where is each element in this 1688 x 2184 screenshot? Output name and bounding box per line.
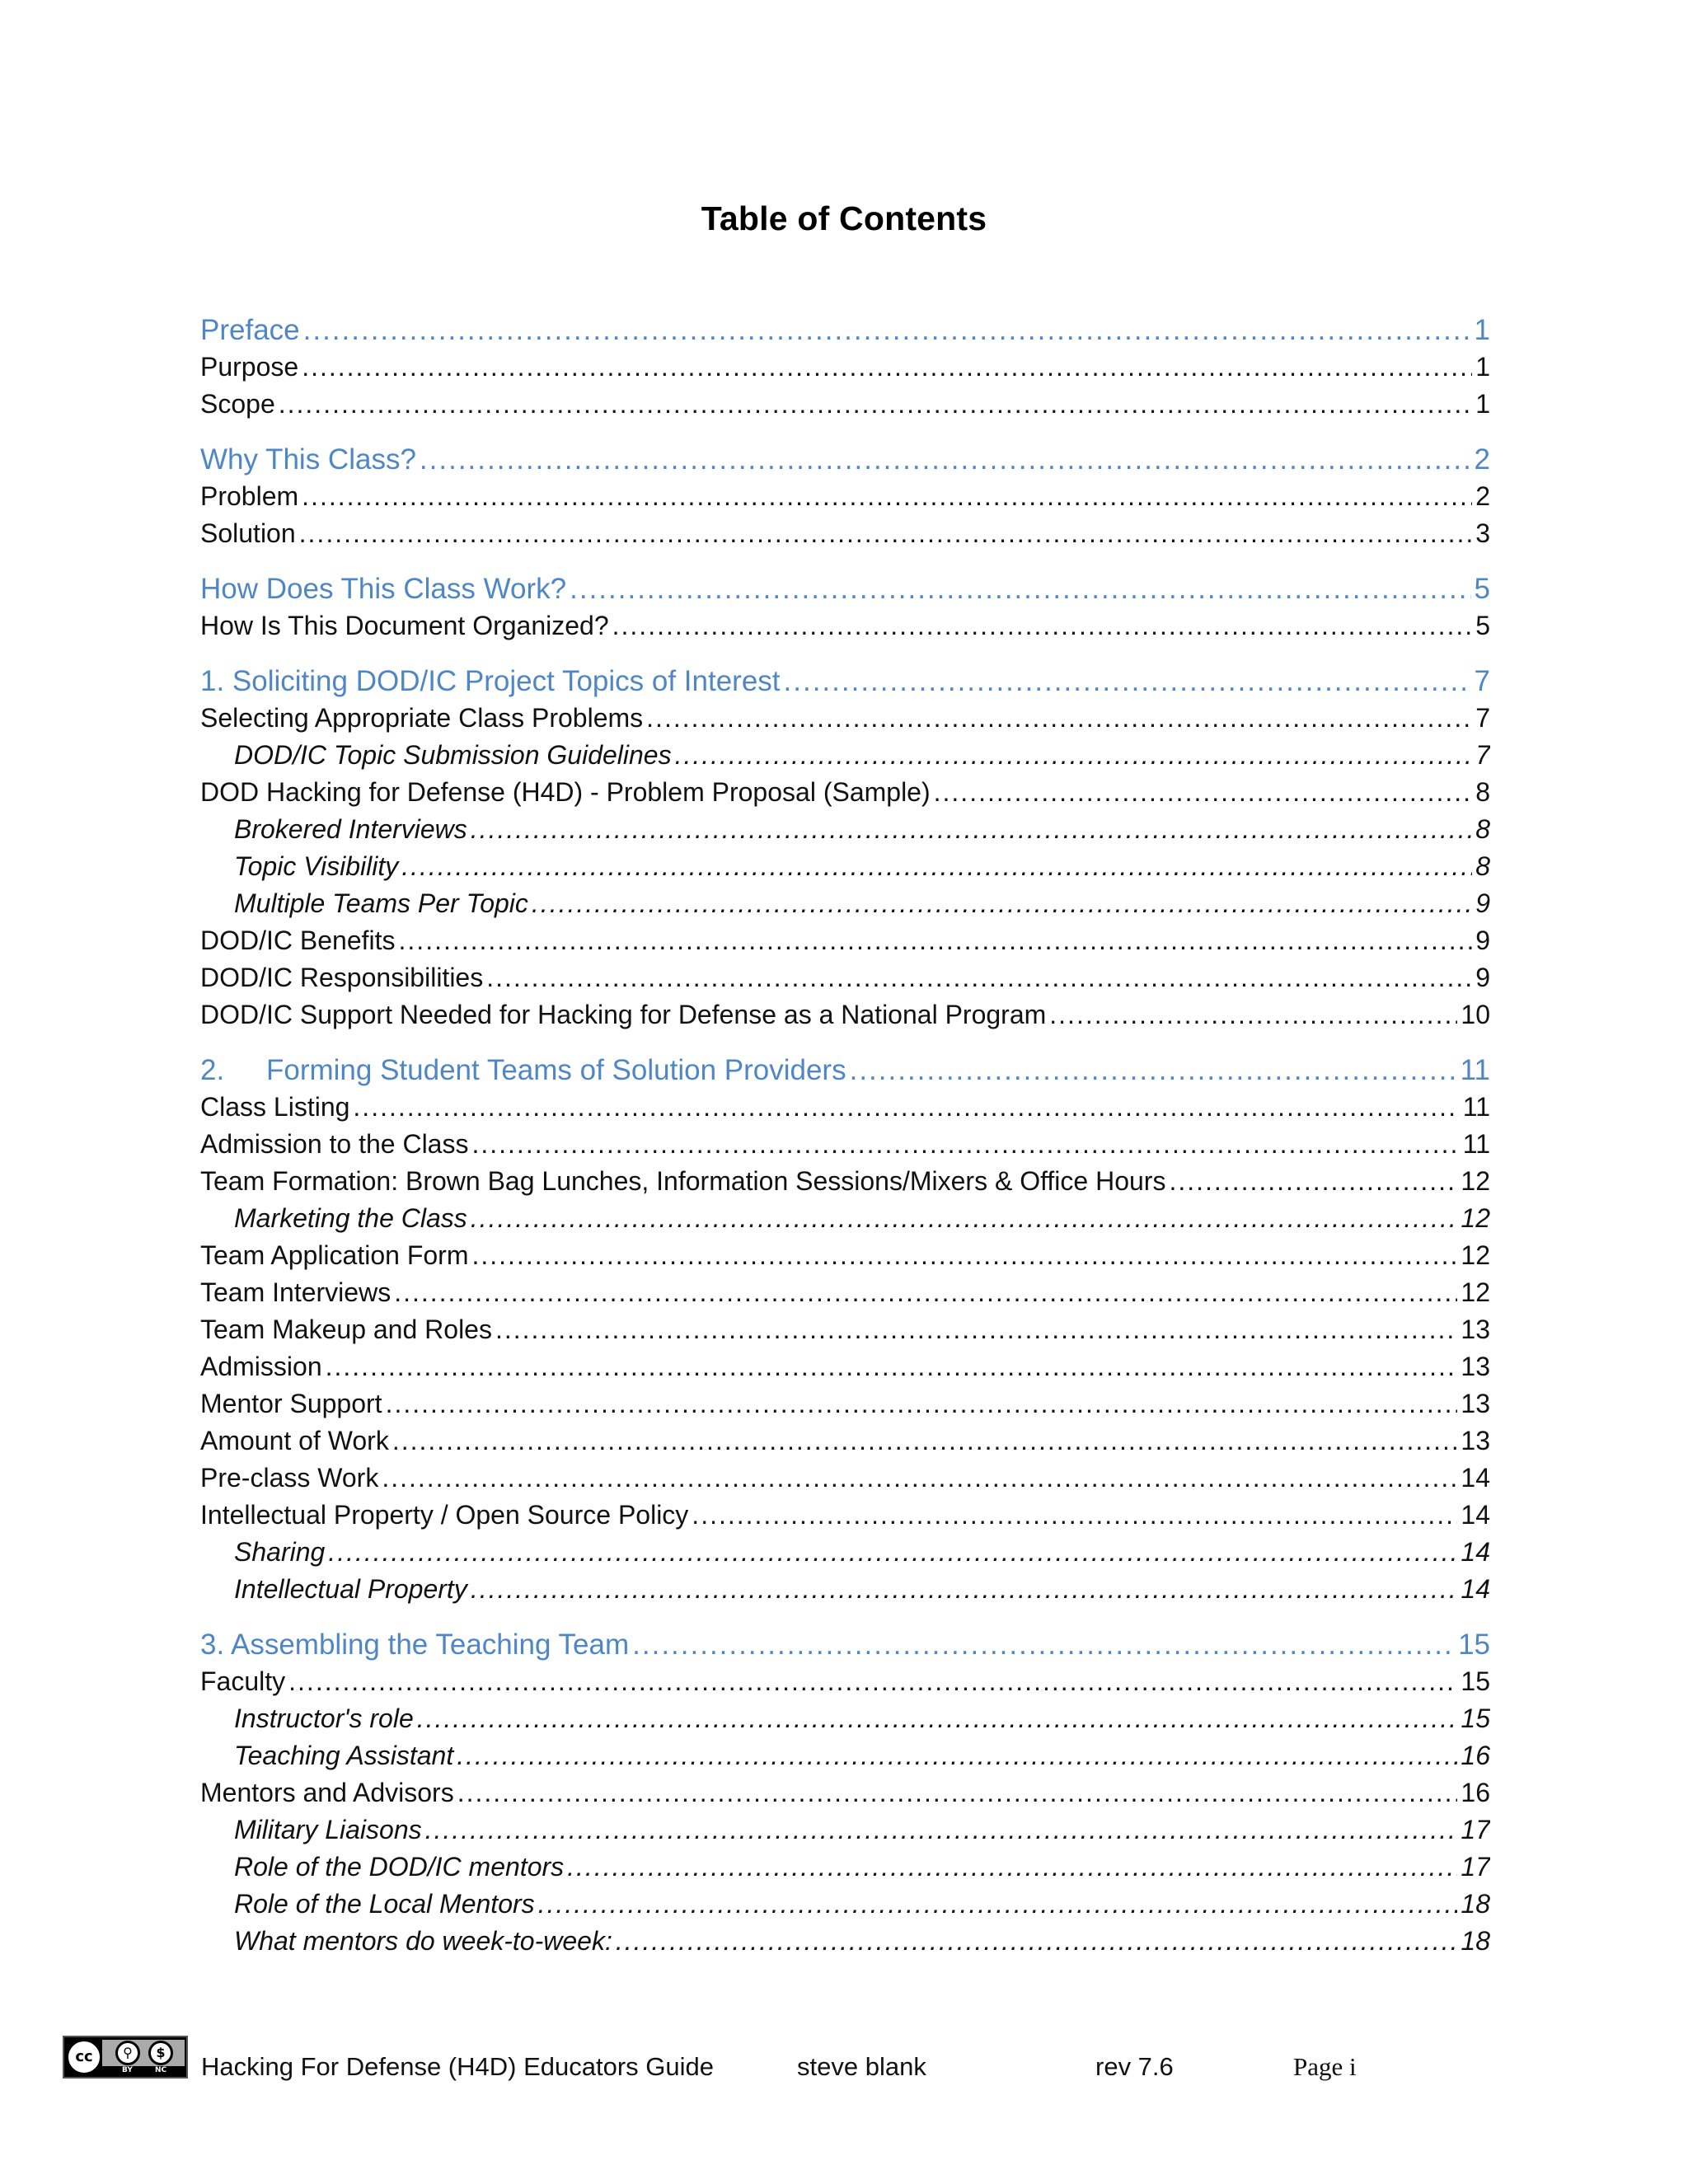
toc-entry[interactable] <box>200 1460 1490 1497</box>
toc-entry-label: Intellectual Property / Open Source Policy <box>200 1500 689 1530</box>
toc-entry[interactable] <box>200 700 1490 737</box>
toc-entry[interactable] <box>200 922 1490 959</box>
toc-entry-page: 8 <box>1475 851 1490 881</box>
toc-entry[interactable] <box>200 811 1490 848</box>
toc-entry-page: 11 <box>1462 1129 1490 1159</box>
toc-entry-label: Amount of Work <box>200 1426 389 1455</box>
table-of-contents <box>200 312 1490 1960</box>
toc-entry[interactable] <box>200 885 1490 922</box>
toc-entry-page: 8 <box>1475 777 1490 807</box>
toc-entry-label: Admission to the Class <box>200 1129 469 1159</box>
toc-entry[interactable] <box>200 607 1490 644</box>
toc-dot-leader <box>303 312 1471 349</box>
toc-entry-page: 18 <box>1461 1889 1490 1919</box>
footer-guide-title: Hacking For Defense (H4D) Educators Guide <box>201 2052 714 2081</box>
toc-dot-leader <box>279 386 1472 423</box>
toc-entry-label: Military Liaisons <box>234 1815 422 1844</box>
toc-dot-leader <box>1169 1163 1457 1200</box>
toc-entry-page: 1 <box>1474 314 1490 346</box>
toc-entry-label: Role of the Local Mentors <box>234 1889 535 1919</box>
toc-entry-page: 7 <box>1475 740 1490 770</box>
toc-entry-page: 5 <box>1475 611 1490 640</box>
nc-tag: NC <box>155 2066 167 2074</box>
toc-entry[interactable] <box>200 663 1490 700</box>
toc-entry-page: 2 <box>1474 443 1490 476</box>
toc-entry-label: Problem <box>200 481 299 511</box>
toc-entry-page: 14 <box>1461 1537 1490 1567</box>
toc-dot-leader <box>392 1422 1458 1460</box>
toc-dot-leader <box>495 1311 1457 1348</box>
toc-entry[interactable] <box>200 1811 1490 1849</box>
toc-entry-label: Mentors and Advisors <box>200 1778 454 1807</box>
toc-entry[interactable] <box>200 570 1490 607</box>
toc-dot-leader <box>486 959 1472 996</box>
toc-entry[interactable] <box>200 1311 1490 1348</box>
toc-entry-label: Sharing <box>234 1537 326 1567</box>
cc-license-badge <box>63 2036 188 2079</box>
toc-entry[interactable] <box>200 1923 1490 1960</box>
toc-entry-label: Scope <box>200 389 275 419</box>
toc-entry[interactable] <box>200 1052 1490 1089</box>
toc-entry-page: 9 <box>1475 888 1490 918</box>
toc-entry[interactable] <box>200 478 1490 515</box>
toc-dot-leader <box>302 349 1472 386</box>
toc-dot-leader <box>457 1774 1458 1811</box>
toc-entry-page: 13 <box>1461 1389 1490 1418</box>
toc-entry-label: Class Listing <box>200 1092 350 1122</box>
toc-dot-leader <box>420 441 1471 478</box>
toc-entry-page: 1 <box>1475 389 1490 419</box>
toc-entry-label: Preface <box>200 314 300 346</box>
toc-entry[interactable] <box>200 1626 1490 1663</box>
toc-entry-page: 12 <box>1461 1166 1490 1196</box>
toc-entry-label: Role of the DOD/IC mentors <box>234 1852 565 1882</box>
toc-dot-leader <box>288 1663 1457 1700</box>
toc-entry-page: 7 <box>1474 665 1490 697</box>
toc-entry[interactable] <box>200 1385 1490 1422</box>
toc-title: Table of Contents <box>701 199 987 237</box>
toc-entry-page: 13 <box>1461 1315 1490 1344</box>
toc-dot-leader <box>302 478 1472 515</box>
toc-entry-label: Team Interviews <box>200 1277 392 1307</box>
toc-entry[interactable] <box>200 959 1490 996</box>
toc-dot-leader <box>401 848 1472 885</box>
toc-dot-leader <box>399 922 1473 959</box>
toc-entry[interactable] <box>200 441 1490 478</box>
toc-entry[interactable] <box>200 774 1490 811</box>
toc-entry-page: 7 <box>1475 703 1490 733</box>
toc-entry-label: Mentor Support <box>200 1389 382 1418</box>
toc-entry[interactable] <box>200 1774 1490 1811</box>
toc-entry-number: 2. <box>200 1054 225 1086</box>
toc-entry-label: Intellectual Property <box>234 1574 467 1604</box>
toc-entry[interactable] <box>200 1274 1490 1311</box>
toc-entry-label: 3. Assembling the Teaching Team <box>200 1629 630 1661</box>
toc-entry-page: 13 <box>1461 1426 1490 1455</box>
footer-author: steve blank <box>797 2052 926 2081</box>
toc-entry[interactable] <box>200 996 1490 1033</box>
toc-entry-label: Purpose <box>200 352 299 382</box>
toc-entry-page: 17 <box>1461 1852 1490 1882</box>
toc-entry[interactable] <box>200 1497 1490 1534</box>
toc-entry[interactable] <box>200 1200 1490 1237</box>
toc-dot-leader <box>532 885 1472 922</box>
toc-entry-page: 15 <box>1461 1704 1490 1733</box>
toc-dot-leader <box>425 1811 1458 1849</box>
footer-page-number: Page i <box>1293 2052 1357 2081</box>
toc-entry[interactable] <box>200 1422 1490 1460</box>
toc-dot-leader <box>386 1385 1458 1422</box>
toc-entry-page: 15 <box>1461 1666 1490 1696</box>
toc-entry-label: Teaching Assistant <box>234 1741 454 1770</box>
toc-entry-page: 16 <box>1461 1778 1490 1807</box>
toc-entry-page: 14 <box>1461 1500 1490 1530</box>
toc-entry[interactable] <box>200 1737 1490 1774</box>
toc-entry[interactable] <box>200 1534 1490 1571</box>
toc-entry[interactable] <box>200 848 1490 885</box>
toc-entry[interactable] <box>200 1700 1490 1737</box>
toc-entry-label: 1. Soliciting DOD/IC Project Topics of Interest <box>200 665 781 697</box>
toc-entry-label: Marketing the Class <box>234 1203 467 1233</box>
toc-dot-leader <box>567 1849 1457 1886</box>
toc-entry-label: Brokered Interviews <box>234 814 467 844</box>
toc-entry-page: 11 <box>1460 1054 1490 1086</box>
toc-entry[interactable] <box>200 312 1490 349</box>
toc-entry-label: DOD/IC Responsibilities <box>200 963 484 992</box>
toc-entry[interactable] <box>200 1571 1490 1608</box>
toc-entry-label: DOD Hacking for Defense (H4D) - Problem Proposal (Sample) <box>200 777 931 807</box>
toc-entry-label: Team Makeup and Roles <box>200 1315 492 1344</box>
toc-entry-label: DOD/IC Support Needed for Hacking for Defense as a National Program <box>200 1000 1047 1029</box>
toc-entry-page: 13 <box>1461 1352 1490 1381</box>
toc-entry-page: 9 <box>1475 926 1490 955</box>
toc-entry[interactable] <box>200 737 1490 774</box>
toc-dot-leader <box>326 1348 1458 1385</box>
toc-entry-page: 5 <box>1474 573 1490 605</box>
toc-entry-label <box>200 1052 850 1089</box>
toc-dot-leader <box>353 1089 1459 1126</box>
toc-entry-page: 3 <box>1475 518 1490 548</box>
footer-revision: rev 7.6 <box>1095 2052 1174 2081</box>
toc-entry-page: 12 <box>1461 1240 1490 1270</box>
toc-entry[interactable] <box>200 1849 1490 1886</box>
toc-dot-leader <box>1049 996 1457 1033</box>
toc-entry[interactable] <box>200 1886 1490 1923</box>
toc-entry[interactable] <box>200 515 1490 552</box>
toc-entry-page: 8 <box>1475 814 1490 844</box>
toc-entry-label: Selecting Appropriate Class Problems <box>200 703 644 733</box>
toc-entry[interactable] <box>200 1237 1490 1274</box>
toc-entry-label: How Is This Document Organized? <box>200 611 609 640</box>
by-icon: ⚲ <box>115 2041 140 2065</box>
toc-dot-leader <box>538 1886 1458 1923</box>
toc-entry-label: Team Formation: Brown Bag Lunches, Information Sessions/Mixers & Office Hours <box>200 1166 1166 1196</box>
toc-entry-label: DOD/IC Topic Submission Guidelines <box>234 740 672 770</box>
toc-dot-leader <box>471 811 1472 848</box>
toc-dot-leader <box>612 607 1473 644</box>
toc-entry[interactable] <box>200 1089 1490 1126</box>
toc-dot-leader <box>328 1534 1457 1571</box>
toc-dot-leader <box>457 1737 1457 1774</box>
toc-entry-page: 17 <box>1461 1815 1490 1844</box>
toc-entry-label: Solution <box>200 518 296 548</box>
cc-icon: cc <box>66 2039 102 2075</box>
toc-dot-leader <box>675 737 1473 774</box>
toc-dot-leader <box>394 1274 1457 1311</box>
toc-entry[interactable] <box>200 1348 1490 1385</box>
toc-entry-page: 14 <box>1461 1574 1490 1604</box>
toc-entry-label: Faculty <box>200 1666 286 1696</box>
toc-entry-label: Why This Class? <box>200 443 416 476</box>
toc-entry[interactable] <box>200 1126 1490 1163</box>
toc-dot-leader <box>632 1626 1455 1663</box>
nc-icon: $ <box>148 2041 173 2065</box>
toc-entry-page: 1 <box>1475 352 1490 382</box>
toc-dot-leader <box>382 1460 1457 1497</box>
toc-entry-page: 12 <box>1461 1203 1490 1233</box>
toc-entry-label: Admission <box>200 1352 322 1381</box>
toc-entry-label: Topic Visibility <box>234 851 399 881</box>
toc-entry[interactable] <box>200 1163 1490 1200</box>
toc-entry-label: Pre-class Work <box>200 1463 379 1493</box>
toc-entry-page: 18 <box>1461 1926 1490 1956</box>
toc-dot-leader <box>471 1126 1459 1163</box>
toc-entry[interactable] <box>200 349 1490 386</box>
toc-entry-label: What mentors do week-to-week: <box>234 1926 612 1956</box>
toc-entry-page: 15 <box>1458 1629 1490 1661</box>
toc-entry-label: How Does This Class Work? <box>200 573 567 605</box>
toc-entry[interactable] <box>200 386 1490 423</box>
by-tag: BY <box>122 2066 133 2074</box>
toc-dot-leader <box>850 1052 1457 1089</box>
toc-entry-page: 9 <box>1475 963 1490 992</box>
toc-entry-label: Instructor's role <box>234 1704 414 1733</box>
page-footer <box>0 2045 1688 2093</box>
toc-dot-leader <box>299 515 1473 552</box>
toc-dot-leader <box>471 1200 1458 1237</box>
toc-dot-leader <box>692 1497 1457 1534</box>
toc-dot-leader <box>784 663 1471 700</box>
toc-dot-leader <box>934 774 1473 811</box>
toc-entry-label: Team Application Form <box>200 1240 469 1270</box>
toc-entry-page: 2 <box>1475 481 1490 511</box>
toc-dot-leader <box>471 1237 1457 1274</box>
toc-entry-page: 14 <box>1461 1463 1490 1493</box>
toc-entry-label: DOD/IC Benefits <box>200 926 396 955</box>
toc-entry-page: 10 <box>1461 1000 1490 1029</box>
toc-entry-label: Multiple Teams Per Topic <box>234 888 528 918</box>
toc-dot-leader <box>616 1923 1458 1960</box>
toc-entry[interactable] <box>200 1663 1490 1700</box>
toc-entry-page: 12 <box>1461 1277 1490 1307</box>
toc-dot-leader <box>471 1571 1458 1608</box>
toc-entry-page: 11 <box>1462 1092 1490 1122</box>
toc-dot-leader <box>570 570 1470 607</box>
toc-dot-leader <box>646 700 1472 737</box>
toc-entry-text: Forming Student Teams of Solution Providers <box>266 1054 846 1086</box>
toc-entry-page: 16 <box>1461 1741 1490 1770</box>
toc-dot-leader <box>417 1700 1458 1737</box>
